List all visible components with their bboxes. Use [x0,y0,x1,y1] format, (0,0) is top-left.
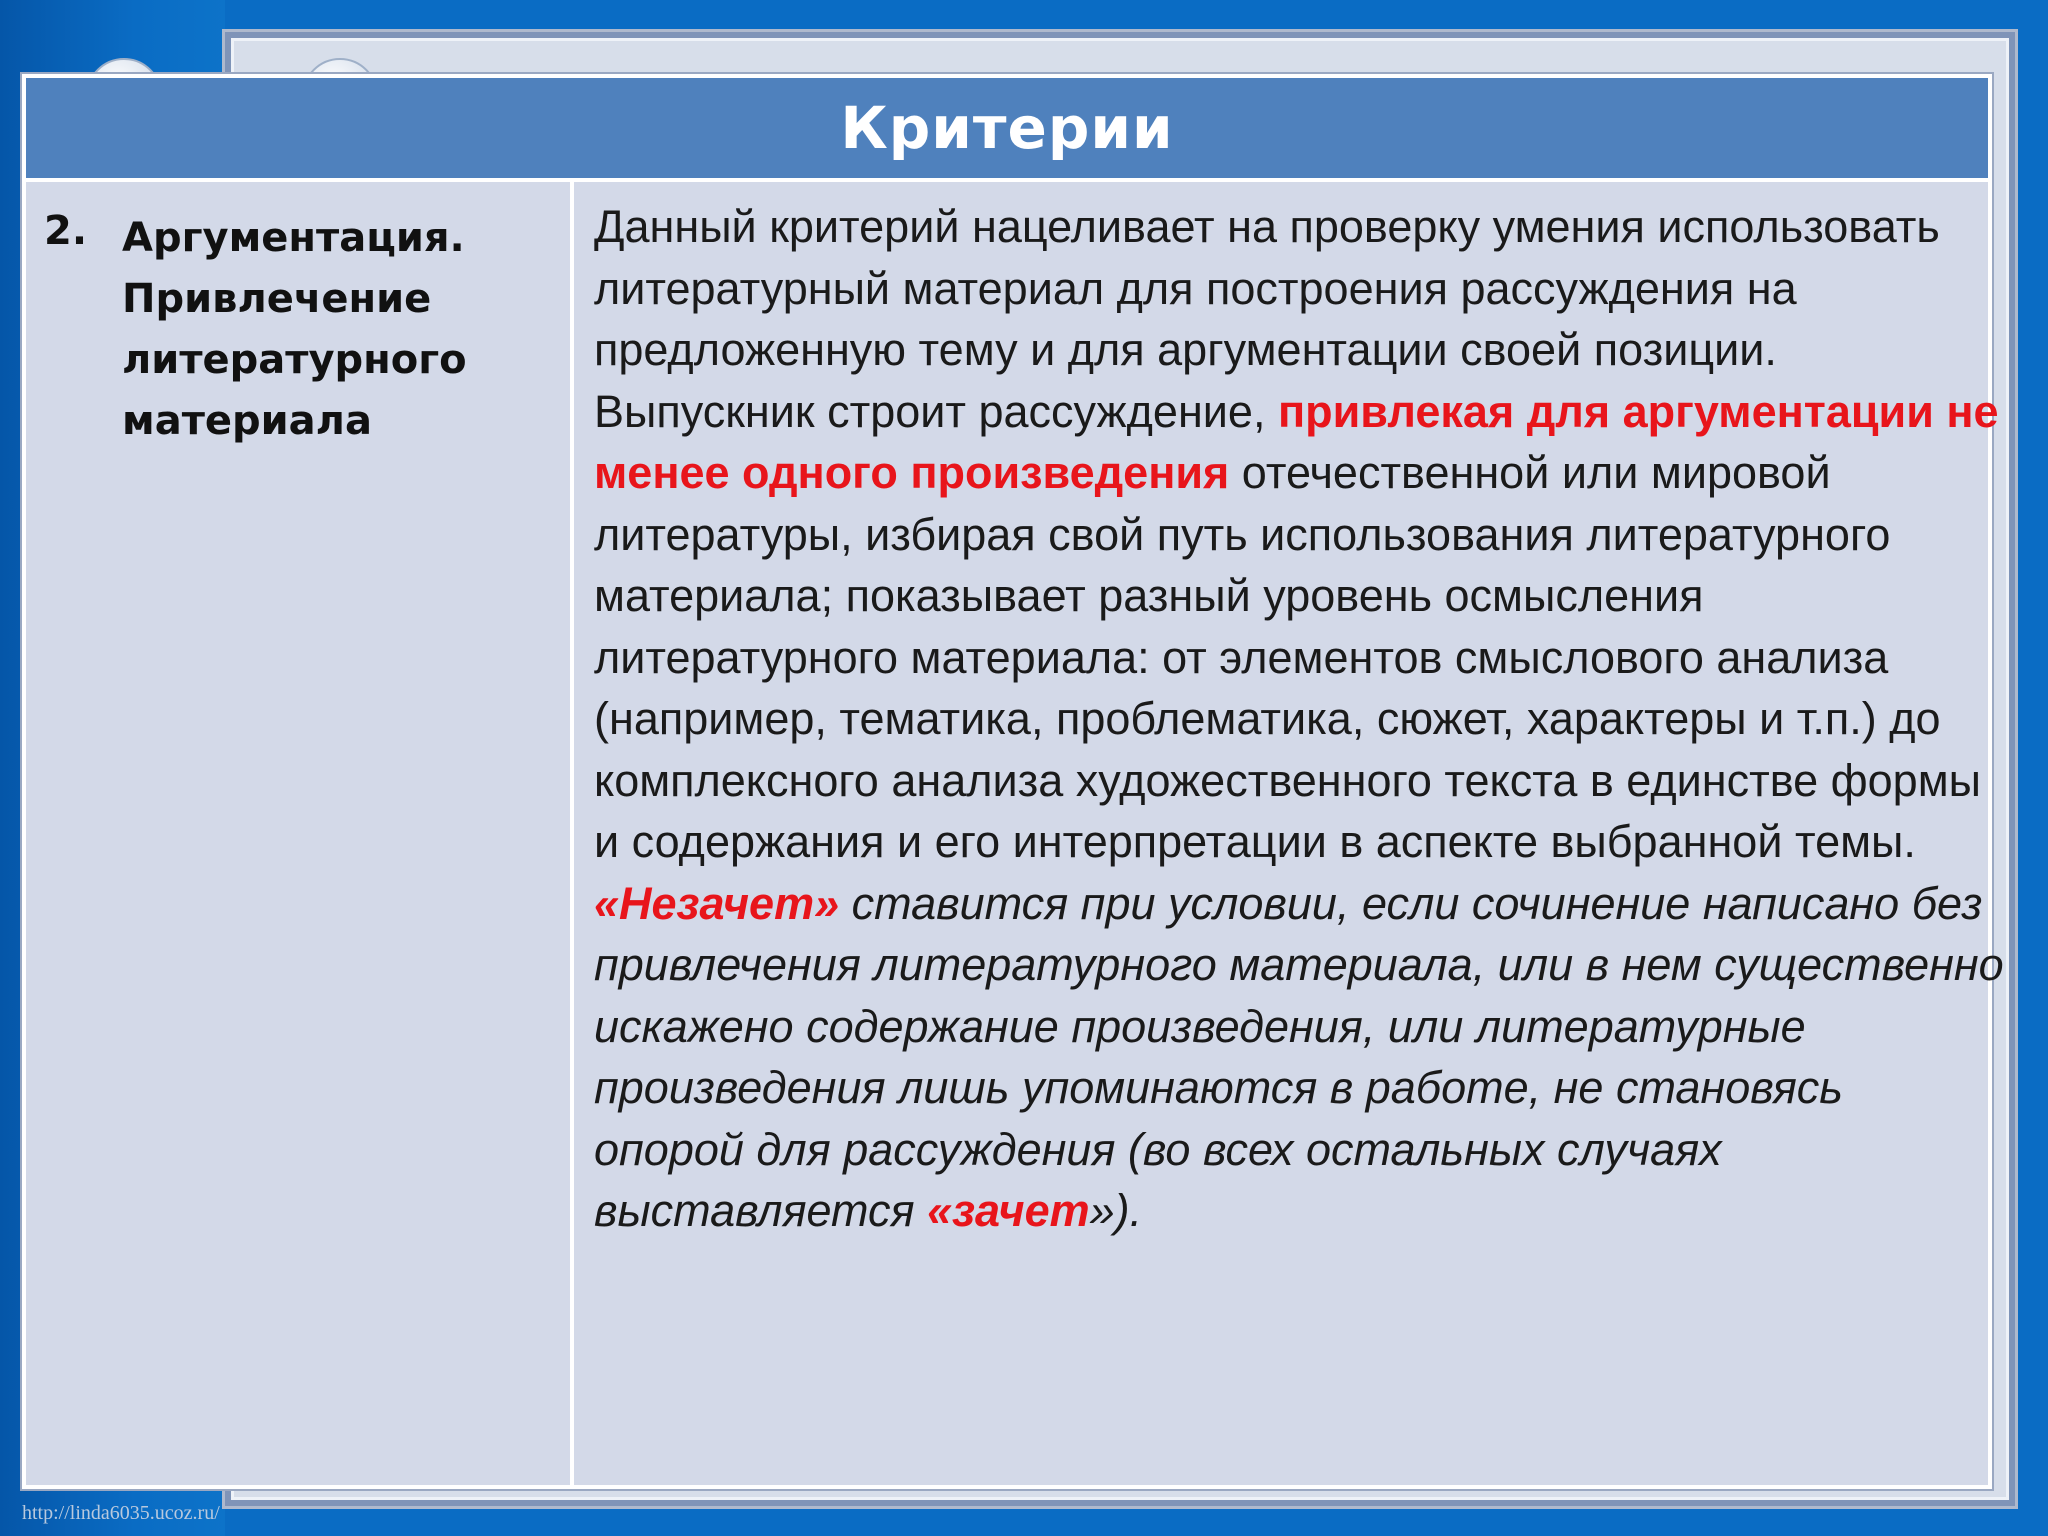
description-paragraph-2 [594,381,2004,873]
criterion-number: 2. [44,208,88,254]
nezachet-label: «Незачет» [594,877,840,929]
description-text [594,196,2004,1242]
criterion-cell [26,182,574,1485]
p2-highlight: привлекая для аргументации не менее одного произведения [594,385,1999,498]
criteria-table [22,74,2004,1489]
p2-end: отечественной или мировой литературы, избирая свой путь использования литературного материала; показывает разный уровень осмысления литературного материала: от элементов смыслового анализа (например, тематика, проблематика, сюжет, характеры и т.п.) до комплексного анализа художественного текста в единстве формы и содержания и его интерпретации в аспекте выбранной темы. [594,447,1981,867]
description-paragraph-3 [594,873,2004,1242]
criterion-title: Аргументация. Привлечение литературного материала [122,215,467,444]
p2-start: Выпускник строит рассуждение, [594,385,1278,437]
watermark-url: http://linda6035.ucoz.ru/ [22,1502,220,1524]
p3-middle: ставится при условии, если сочинение написано без привлечения литературного материала, или в нем существенно искажено содержание произведения, или литературные произведения лишь упоминаются в работе, не становясь опорой для рассуждения (во всех остальных случаях выставляется [594,877,2004,1236]
description-cell [574,182,2004,1485]
zachet-label: «зачет [927,1185,1090,1236]
table-header [26,78,1988,182]
header-title: Критерии [840,94,1174,162]
description-paragraph-1: Данный критерий нацеливает на проверку умения использовать литературный материал для построения рассуждения на предложенную тему и для аргументации своей позиции. [594,201,1940,375]
p3-tail: »). [1089,1185,1143,1236]
